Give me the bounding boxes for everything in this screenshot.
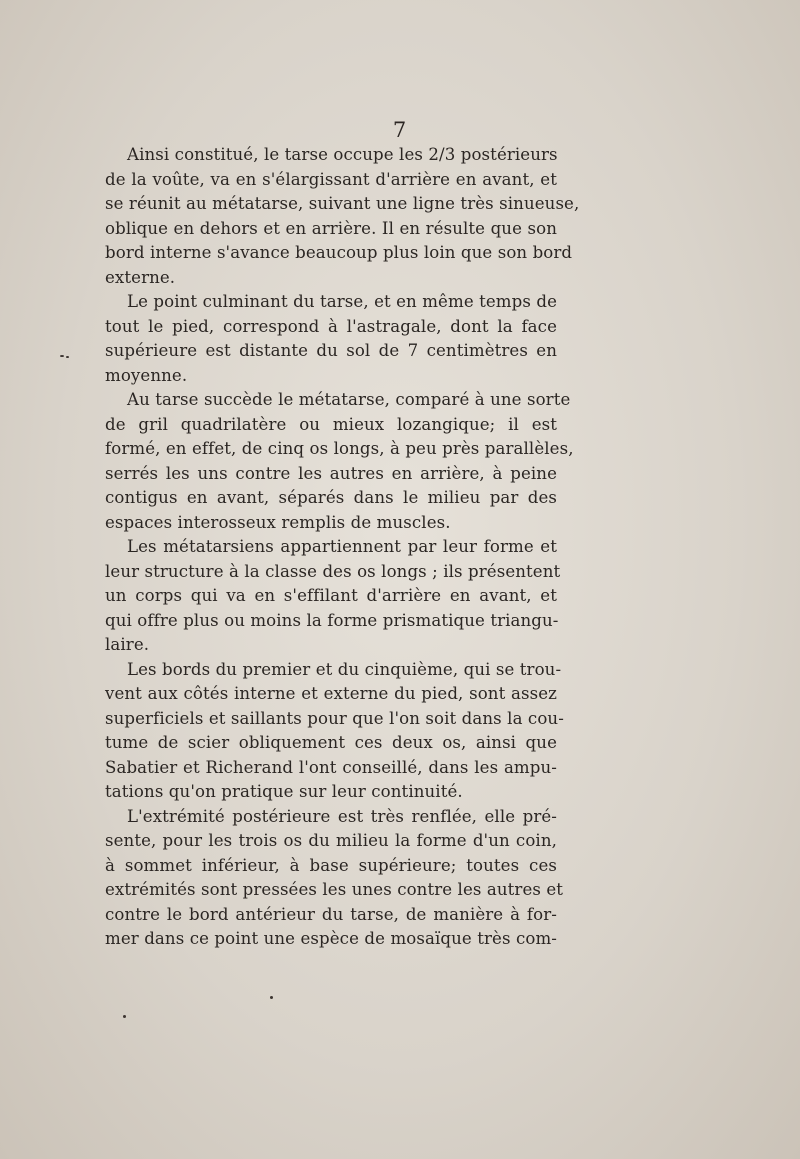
ink-speck: [270, 996, 273, 999]
ink-speck: [60, 355, 64, 357]
text-line: vent aux côtés interne et externe du pied, sont assez: [105, 684, 557, 703]
text-line: oblique en dehors et en arrière. Il en résulte que son: [105, 218, 557, 238]
paragraph: [105, 388, 574, 535]
text-line: sente, pour les trois os du milieu la forme d'un coin,: [105, 831, 557, 850]
text-line: à sommet inférieur, à base supérieure; toutes ces: [105, 855, 557, 875]
text-line: Sabatier et Richerand l'ont conseillé, dans les ampu-: [105, 757, 557, 777]
text-line: superficiels et saillants pour que l'on soit dans la cou-: [105, 708, 564, 728]
text-line: qui offre plus ou moins la forme prismatique triangu-: [105, 610, 559, 630]
text-line: contigus en avant, séparés dans le milieu par des: [105, 488, 557, 507]
paragraph: [105, 143, 580, 290]
text-line: contre le bord antérieur du tarse, de manière à for-: [105, 904, 557, 924]
text-line: se réunit au métatarse, suivant une ligne très sinueuse,: [105, 194, 580, 213]
paragraph: [105, 805, 564, 952]
text-line: tout le pied, correspond à l'astragale, dont la face: [105, 316, 557, 336]
text-line: formé, en effet, de cinq os longs, à peu près parallèles,: [105, 439, 574, 458]
text-line: Les métatarsiens appartiennent par leur forme et: [127, 537, 557, 556]
text-line: espaces interosseux remplis de muscles.: [105, 512, 451, 532]
text-line: tume de scier obliquement ces deux os, ainsi que: [105, 733, 557, 752]
text-line: extrémités sont pressées les unes contre les autres et: [105, 880, 564, 899]
text-line: externe.: [105, 267, 176, 287]
text-line: Les bords du premier et du cinquième, qui se trou-: [127, 659, 562, 679]
text-line: serrés les uns contre les autres en arrière, à peine: [105, 463, 557, 483]
text-line: tations qu'on pratique sur leur continuité.: [105, 782, 463, 801]
text-line: Ainsi constitué, le tarse occupe les 2/3 postérieurs: [127, 145, 558, 164]
text-line: Au tarse succède le métatarse, comparé à une sorte: [127, 390, 571, 409]
ink-speck: [66, 356, 69, 358]
text-line: bord interne s'avance beaucoup plus loin que son bord: [105, 243, 573, 262]
paragraph: [105, 535, 561, 658]
text-line: de la voûte, va en s'élargissant d'arrière en avant, et: [105, 169, 557, 189]
text-line: laire.: [105, 635, 150, 654]
text-line: Le point culminant du tarse, et en même temps de: [127, 292, 557, 311]
text-line: mer dans ce point une espèce de mosaïque très com-: [105, 929, 557, 948]
page-number: 7: [392, 118, 408, 142]
text-line: de gril quadrilatère ou mieux lozangique; il est: [105, 414, 557, 434]
text-line: L'extrémité postérieure est très renflée, elle pré-: [127, 806, 557, 826]
body-text: [105, 143, 580, 952]
text-line: leur structure à la classe des os longs ; ils présentent: [105, 561, 561, 581]
paragraph: [105, 658, 564, 805]
text-line: un corps qui va en s'effilant d'arrière en avant, et: [105, 586, 557, 605]
paragraph: [105, 290, 557, 388]
text-line: supérieure est distante du sol de 7 centimètres en: [105, 341, 557, 360]
text-line: moyenne.: [105, 365, 188, 385]
ink-speck: [123, 1015, 126, 1018]
